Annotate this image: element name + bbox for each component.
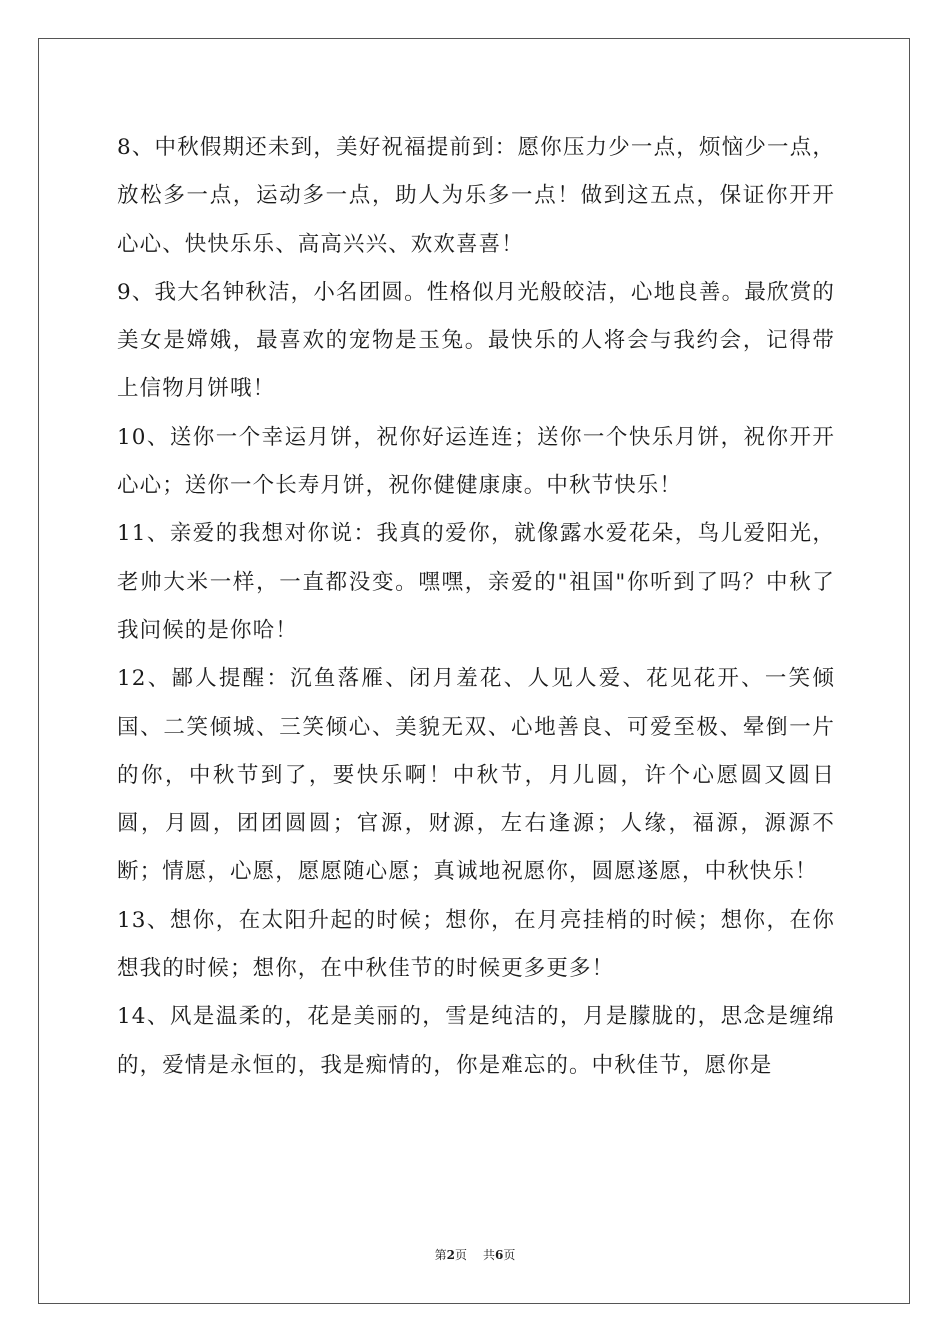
page-footer [0,1246,950,1263]
paragraph-14: 14、风是温柔的，花是美丽的，雪是纯洁的，月是朦胧的，思念是缠绵的，爱情是永恒的，我是痴情的，你是难忘的。中秋佳节，愿你是 [117,1004,835,1078]
footer-total-prefix: 共 [483,1248,496,1262]
document-body [117,124,835,1090]
footer-prefix: 第 [434,1248,447,1262]
paragraph-11: 11、亲爱的我想对你说：我真的爱你，就像露水爱花朵，鸟儿爱阳光，老帅大米一样，一直都没变。嘿嘿，亲爱的"祖国"你听到了吗？中秋了我问候的是你哈！ [117,521,835,643]
footer-page-word: 页 [454,1248,467,1262]
paragraph-12: 12、鄙人提醒：沉鱼落雁、闭月羞花、人见人爱、花见花开、一笑倾国、二笑倾城、三笑倾心、美貌无双、心地善良、可爱至极、晕倒一片的你，中秋节到了，要快乐啊！中秋节，月儿圆，许个心愿圆又圆日圆，月圆，团团圆圆；官源，财源，左右逢源；人缘，福源，源源不断；情愿，心愿，愿愿随心愿；真诚地祝愿你，圆愿遂愿，中秋快乐！ [117,666,835,885]
paragraph-13: 13、想你，在太阳升起的时候；想你，在月亮挂梢的时候；想你，在你想我的时候；想你，在中秋佳节的时候更多更多！ [117,907,835,982]
paragraph-9: 9、我大名钟秋洁，小名团圆。性格似月光般皎洁，心地良善。最欣赏的美女是嫦娥，最喜欢的宠物是玉兔。最快乐的人将会与我约会，记得带上信物月饼哦！ [117,279,835,402]
current-page-number: 2 [446,1248,455,1262]
footer-total-suffix: 页 [503,1248,516,1262]
paragraph-8: 8、中秋假期还未到，美好祝福提前到：愿你压力少一点，烦恼少一点，放松多一点，运动多一点，助人为乐多一点！做到这五点，保证你开开心心、快快乐乐、高高兴兴、欢欢喜喜！ [117,135,835,257]
paragraph-10: 10、送你一个幸运月饼，祝你好运连连；送你一个快乐月饼，祝你开开心心；送你一个长寿月饼，祝你健健康康。中秋节快乐！ [117,424,835,499]
total-page-number: 6 [495,1248,504,1262]
